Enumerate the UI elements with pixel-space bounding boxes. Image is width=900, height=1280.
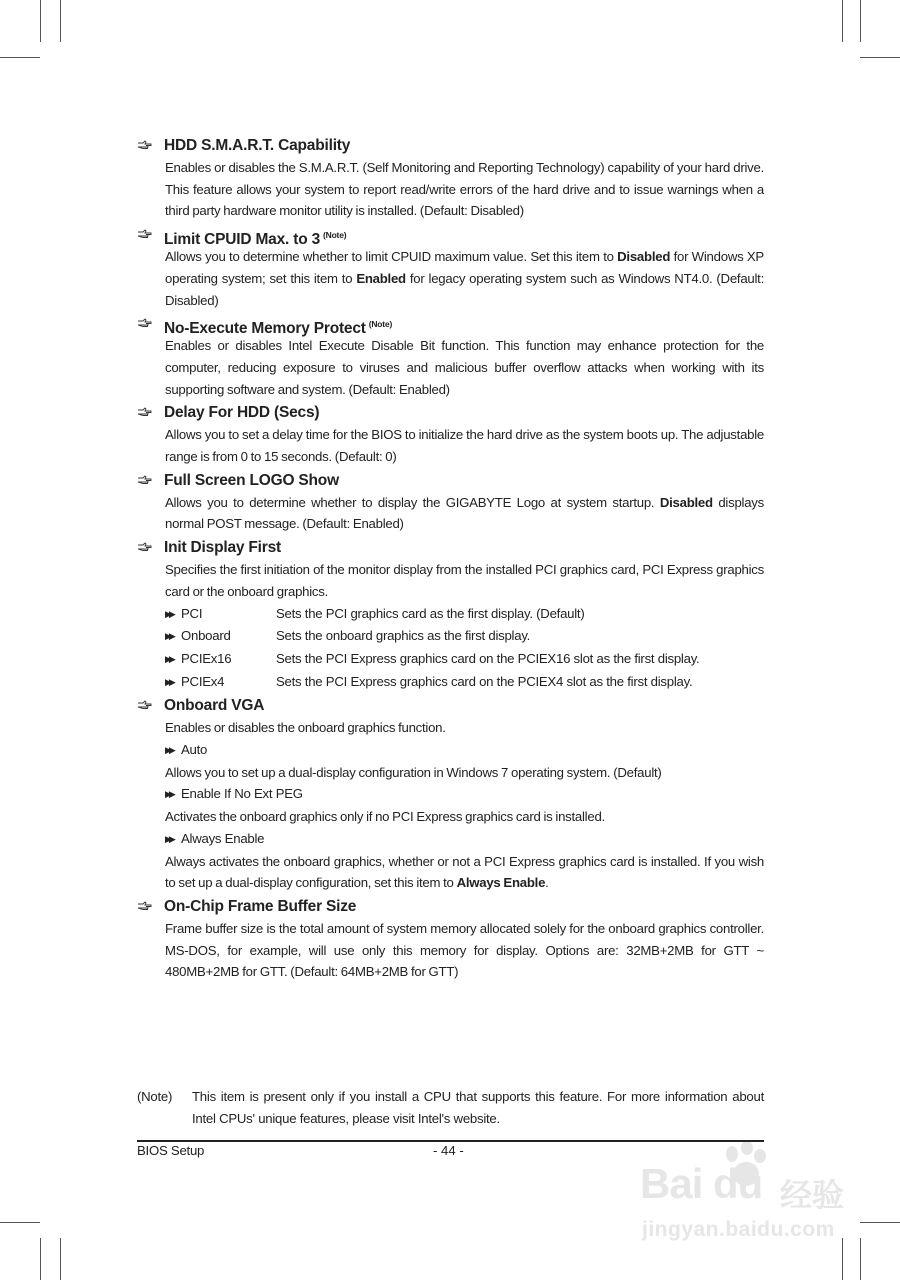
- section-title-onboard-vga: [137, 695, 764, 717]
- manual-content: [137, 135, 764, 983]
- section-title-text: Onboard VGA: [164, 697, 265, 715]
- section-title-text: Init Display First: [164, 539, 281, 557]
- pointing-hand-icon: [137, 406, 152, 418]
- section-title-text: No-Execute Memory Protect: [164, 320, 366, 338]
- section-title-init-display: [137, 537, 764, 559]
- pointing-hand-icon: [137, 228, 152, 240]
- section-body: Allows you to determine whether to display the GIGABYTE Logo at system startup. Disabled displays normal POST message. (Default: Enabled): [165, 494, 764, 532]
- section-title-delay-hdd: [137, 402, 764, 424]
- section-body: Specifies the first initiation of the monitor display from the installed PCI graphics card, PCI Express graphics card or the onboard graphics.: [165, 562, 764, 599]
- section-title-text: Full Screen LOGO Show: [164, 471, 339, 489]
- section-title-hdd-smart: [137, 135, 764, 157]
- option-row: ▶▶ PCI Sets the PCI graphics card as the first display. (Default): [165, 603, 764, 626]
- crop-mark: [860, 1238, 861, 1280]
- watermark-brand: Bai du: [640, 1160, 763, 1207]
- pointing-hand-icon: [137, 317, 152, 329]
- double-triangle-icon: ▶▶: [165, 653, 173, 664]
- page-number: - 44 -: [433, 1143, 464, 1158]
- double-triangle-icon: ▶▶: [165, 676, 173, 687]
- crop-mark: [0, 1222, 40, 1223]
- pointing-hand-icon: [137, 541, 152, 553]
- watermark-url: jingyan.baidu.com: [642, 1218, 835, 1241]
- crop-mark: [860, 0, 861, 42]
- section-title-text: HDD S.M.A.R.T. Capability: [164, 137, 351, 154]
- option-row: ▶▶ PCIEx4 Sets the PCI Express graphics card on the PCIEX4 slot as the first display.: [165, 671, 764, 694]
- double-triangle-icon: ▶▶: [165, 833, 173, 844]
- option-name: ▶▶ Enable If No Ext PEG: [165, 783, 764, 806]
- pointing-hand-icon: [137, 474, 152, 486]
- crop-mark: [842, 0, 843, 42]
- crop-mark: [860, 57, 900, 58]
- double-triangle-icon: ▶▶: [165, 789, 173, 800]
- note-superscript: (Note): [323, 230, 347, 241]
- section-body: Enables or disables Intel Execute Disable Bit function. This function may enhance protection for the computer, reducing exposure to viruses and malicious buffer overflow attacks when working with its supporting software and system. (Default: Enabled): [165, 338, 764, 397]
- footnote-label: (Note): [137, 1089, 173, 1104]
- footer-section-name: BIOS Setup: [137, 1143, 205, 1158]
- note-superscript: (Note): [368, 319, 393, 330]
- section-body: Enables or disables the S.M.A.R.T. (Self Monitoring and Reporting Technology) capability of your hard drive. This feature allows your system to report read/write errors of the hard drive and to issue warnings when a third party hardware monitor utility is installed. (Default: Disabled): [165, 160, 764, 219]
- section-title-frame-buffer: [137, 896, 764, 918]
- option-name: ▶▶ Auto: [165, 739, 764, 762]
- option-desc: Activates the onboard graphics only if no PCI Express graphics card is installed.: [165, 809, 605, 825]
- section-body: Enables or disables the onboard graphics function.: [165, 720, 446, 736]
- baidu-watermark: [640, 1140, 850, 1250]
- section-title-text: Limit CPUID Max. to 3: [164, 231, 320, 249]
- section-title-full-screen-logo: [137, 470, 764, 492]
- pointing-hand-icon: [137, 699, 152, 711]
- double-triangle-icon: ▶▶: [165, 745, 173, 756]
- option-desc: Allows you to set up a dual-display configuration in Windows 7 operating system. (Default): [165, 764, 662, 780]
- crop-mark: [40, 1238, 41, 1280]
- watermark-cn: 经验: [780, 1177, 845, 1213]
- footnote: [137, 1086, 764, 1129]
- option-row: ▶▶ PCIEx16 Sets the PCI Express graphics card on the PCIEX16 slot as the first display.: [165, 648, 764, 671]
- crop-mark: [0, 57, 40, 58]
- option-desc: Always activates the onboard graphics, whether or not a PCI Express graphics card is installed. If you wish to set up a dual-display configuration, set this item to Always Enable.: [165, 853, 764, 891]
- option-row: ▶▶ Onboard Sets the onboard graphics as the first display.: [165, 625, 764, 648]
- section-body: Frame buffer size is the total amount of system memory allocated solely for the onboard graphics controller. MS-DOS, for example, will use only this memory for display. Options are: 32MB+2MB for GTT ~ 480MB+2MB for GTT. (Default: 64MB+2MB for GTT): [165, 920, 764, 980]
- section-title-text: On-Chip Frame Buffer Size: [164, 897, 357, 915]
- crop-mark: [860, 1222, 900, 1223]
- section-title-limit-cpuid: [137, 224, 764, 249]
- footnote-text: This item is present only if you install a CPU that supports this feature. For more information about Intel CPUs' unique features, please visit Intel's website.: [192, 1089, 764, 1126]
- double-triangle-icon: ▶▶: [165, 608, 173, 619]
- section-title-text: Delay For HDD (Secs): [164, 404, 320, 422]
- section-body: Allows you to set a delay time for the BIOS to initialize the hard drive as the system boots up. The adjustable range is from 0 to 15 seconds. (Default: 0): [165, 427, 764, 465]
- double-triangle-icon: ▶▶: [165, 631, 173, 642]
- crop-mark: [60, 0, 61, 42]
- option-name: ▶▶ Always Enable: [165, 828, 764, 851]
- section-body: Allows you to determine whether to limit CPUID maximum value. Set this item to Disabled for Windows XP operating system; set this item to Enabled for legacy operating system such as Windows NT4.0. (Default: Disabled): [165, 249, 764, 308]
- crop-mark: [60, 1238, 61, 1280]
- pointing-hand-icon: [137, 139, 152, 151]
- pointing-hand-icon: [137, 900, 152, 912]
- section-title-no-execute: [137, 313, 764, 338]
- crop-mark: [40, 0, 41, 42]
